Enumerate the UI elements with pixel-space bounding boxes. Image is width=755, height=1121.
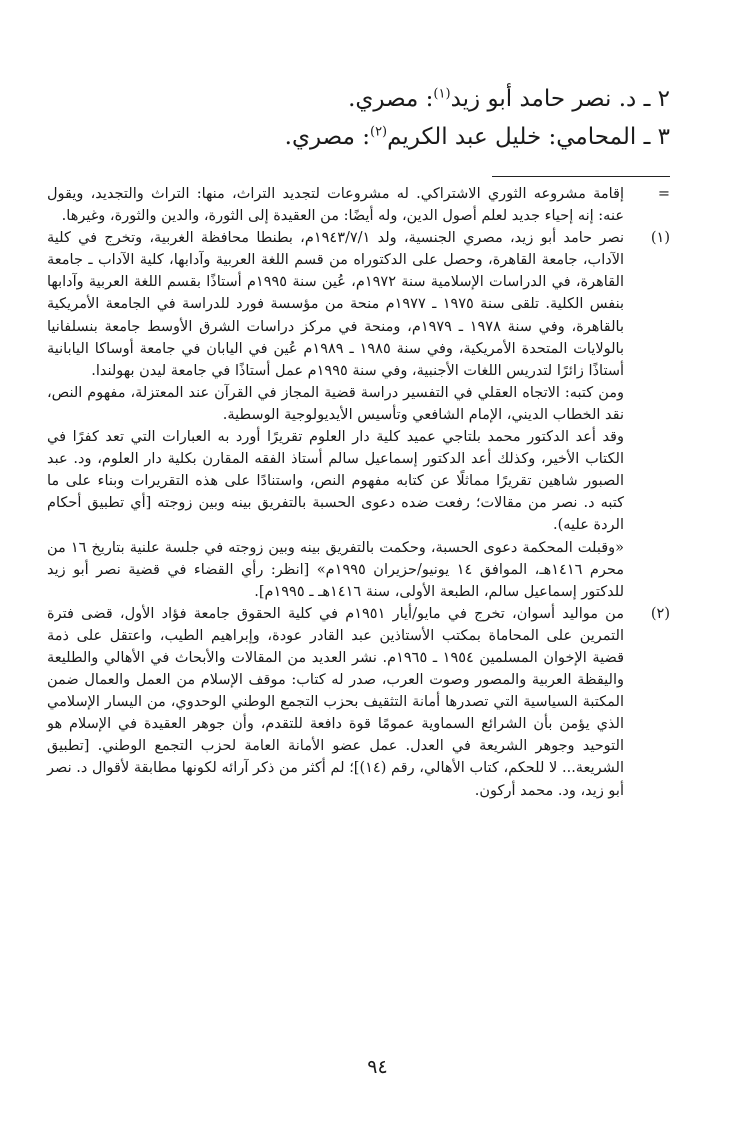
main-line-1-text: ٢ ـ د. نصر حامد أبو زيد [450,86,670,112]
footnote-continuation [47,183,670,227]
footnote-paragraph: من مواليد أسوان، تخرج في مايو/أيار ١٩٥١م في كلية الحقوق جامعة فؤاد الأول، قضى فترة التمرين على المحاماة بمكتب الأستاذين عبد القادر عودة، وإبراهيم الطيب، واعتقل على ذمة قضية الإخوان المسلمين ١٩٥٤ ـ ١٩٦٥م. نشر العديد من المقالات والأبحاث في الأهالي والطليعة واليقظة العربية والمصور وصوت العرب، صدر له كتاب: موقف الإسلام من العمل والعمال ضمن المكتبة السياسية التي تصدرها أمانة التثقيف بحزب التجمع الوطني الوحدوي، من اليسار الإسلامي الذي يؤمن بأن الشرائع السماوية عمومًا قوة دافعة للتقدم، وأن جوهر العقيدة في الإسلام هو التوحيد وجوهر الشريعة في العدل. عمل عضو الأمانة العامة لحزب التجمع الوطني. [تطبيق الشريعة... لا للحكم، كتاب الأهالي، رقم (١٤)]؛ لم أكثر من ذكر آرائه لكونها مطابقة لأقوال د. نصر أبو زيد، ود. محمد أركون. [47,605,624,799]
main-text [110,80,670,156]
main-line-2-tail: : مصري. [284,124,370,150]
footnotes [47,183,670,802]
footnote-marker: (٢) [650,605,670,622]
page-number: ٩٤ [367,1056,388,1078]
footnote-paragraph: ومن كتبه: الاتجاه العقلي في التفسير دراسة قضية المجاز في القرآن عند المعتزلة، مفهوم النص، نقد الخطاب الديني، الإمام الشافعي وتأسيس الأيديولوجية الوسطية. [47,384,624,423]
footnote-paragraph: وقد أعد الدكتور محمد بلتاجي عميد كلية دار العلوم تقريرًا أورد به العبارات التي تعد كفرًا في الكتاب الأخير، وكذلك أعد الدكتور إسماعيل سالم أستاذ الفقه المقارن بكلية دار العلوم، ود. عبد الصبور شاهين تقريرًا مماثلًا عن كتابه مفهوم النص، واستنادًا على هذه التقريرات وبناء على ما كتبه د. نصر من مقالات؛ رفعت ضده دعوى الحسبة بالتفريق بينه وبين زوجته [أي تطبيق أحكام الردة عليه). [47,429,624,534]
footnote-marker: = [657,186,670,202]
footnote-paragraph: إقامة مشروعه الثوري الاشتراكي. له مشروعات لتجديد التراث، منها: التراث والتجديد، ويقول عنه: إنه إحياء جديد لعلم أصول الدين، وله أيضًا: من العقيدة إلى الثورة، والدين والثورة، وغيرها. [47,186,624,225]
footnote-ref-2[interactable]: (٢) [369,124,388,140]
main-line-2-text: ٣ ـ المحامي: خليل عبد الكريم [387,124,670,150]
main-line-1-tail: : مصري. [348,86,434,112]
footnote-separator [492,176,670,177]
footnote-marker: (١) [650,230,670,247]
footnote-paragraph: «وقبلت المحكمة دعوى الحسبة، وحكمت بالتفريق بينه وبين زوجته في جلسة علنية بتاريخ ١٦ من محرم ١٤١٦هـ، الموافق ١٤ يونيو/حزيران ١٩٩٥م» [انظر: رأي القضاء في قضية نصر أبو زيد للدكتور إسماعيل سالم، الطبعة الأولى، سنة ١٤١٦هـ ـ ١٩٩٥م]. [47,539,625,600]
main-line-1 [110,80,670,118]
footnote-1 [47,227,670,603]
footnote-paragraph: نصر حامد أبو زيد، مصري الجنسية، ولد ١٩٤٣/٧/١م، بطنطا محافظة الغربية، وتخرج في كلية الآداب، جامعة القاهرة، وحصل على الدكتوراه من قسم اللغة العربية وآدابها، كلية الآداب ـ جامعة القاهرة، في الدراسات الإسلامية سنة ١٩٧٢م، عُين سنة ١٩٩٥م أستاذًا بقسم اللغة العربية وآدابها بنفس الكلية. تلقى سنة ١٩٧٥ ـ ١٩٧٧م منحة من مؤسسة فورد للدراسة في الجامعة الأمريكية بالقاهرة، وفي سنة ١٩٧٨ ـ ١٩٧٩م، ومنحة في مركز دراسات الشرق الأوسط جامعة بنسلفانيا بالولايات المتحدة الأمريكية، وفي سنة ١٩٨٥ ـ ١٩٨٩م عُين في اليابان في جامعة أوساكا اليابانية أستاذًا زائرًا لتدريس اللغات الأجنبية، وفي سنة ١٩٩٥م عمل أستاذًا في جامعة ليدن بهولندا. [47,230,625,379]
main-line-2 [110,118,670,156]
footnote-2 [47,603,670,802]
footnote-ref-1[interactable]: (١) [433,86,451,102]
